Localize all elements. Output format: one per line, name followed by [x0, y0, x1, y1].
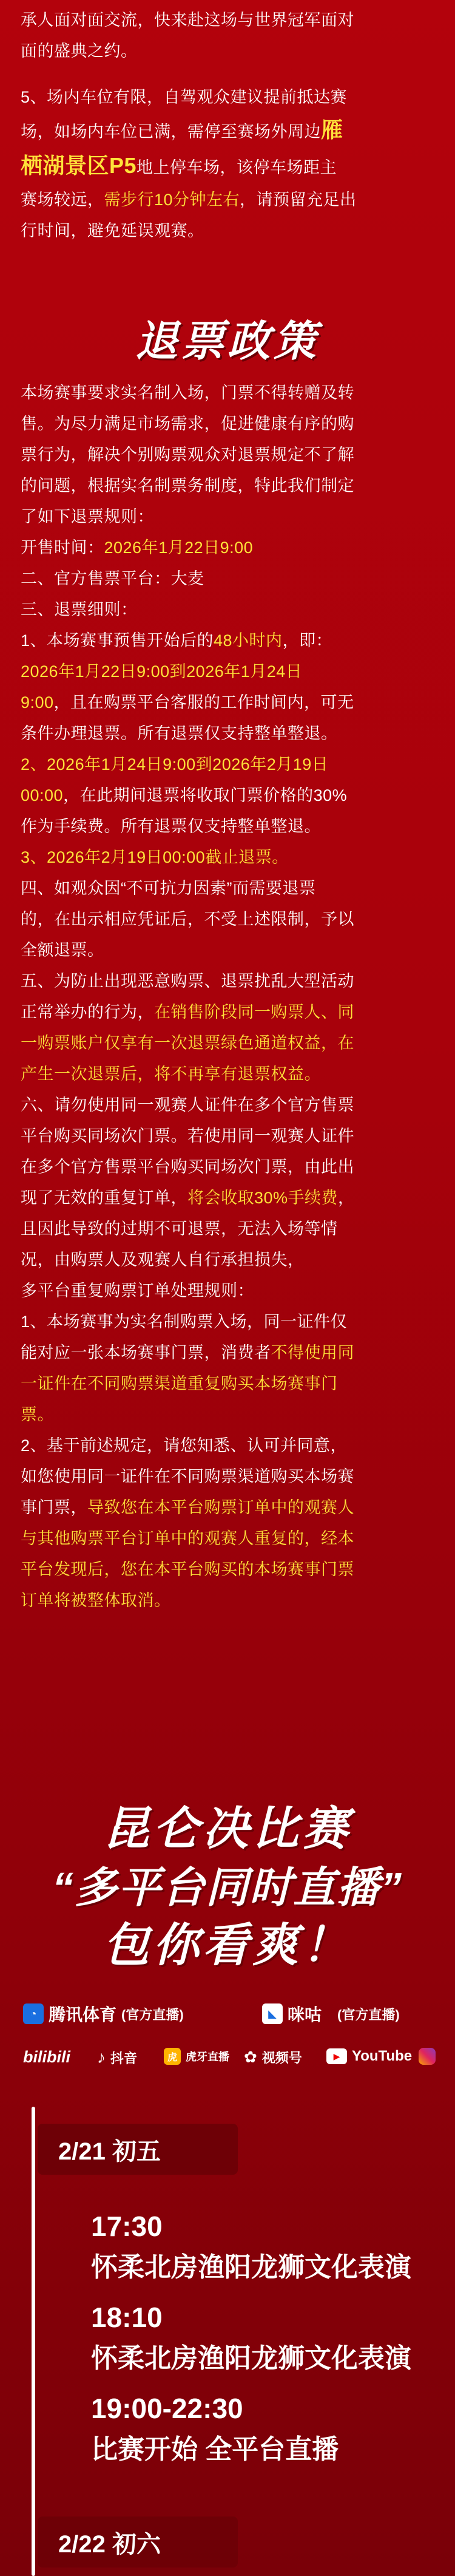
duplicate-rules-title: 多平台重复购票订单处理规则：: [21, 1282, 254, 1300]
dup-rule-1-line: 能对应一张本场赛事门票，消费者不得使用同: [21, 1344, 354, 1362]
event-name-2: 怀柔北房渔阳龙狮文化表演: [91, 2343, 411, 2373]
bilibili-logo: bilibili: [23, 2048, 70, 2066]
parking-highlight: 雁: [321, 117, 343, 142]
rule-6-line: 况，由购票人及观赛人自行承担损失，: [21, 1251, 305, 1269]
schedule-section: [0, 2107, 455, 2576]
promo-line-3: 包你看爽！: [103, 1920, 352, 1971]
day-tag-2: 2/22 初六: [38, 2517, 238, 2568]
refund-paragraph-line: 了如下退票规则：: [21, 508, 154, 526]
refund-paragraph-line: 本场赛事要求实名制入场，门票不得转赠及转: [21, 384, 354, 402]
dup-rule-2-line: 2、基于前述规定，请您知悉、认可并同意，: [21, 1436, 348, 1455]
rule-5-line: 一购票账户仅享有一次退票绿色通道权益，在: [21, 1034, 354, 1052]
timeline-line: [32, 2107, 35, 2576]
douyin-icon: ♪: [97, 2048, 106, 2067]
event-name-1: 怀柔北房渔阳龙狮文化表演: [91, 2252, 411, 2282]
rule-6-line: 在多个官方售票平台购买同场次门票，由此出: [21, 1158, 354, 1176]
shipinhao-logo: ✿ 视频号: [244, 2048, 302, 2066]
open-time-value: 2026年1月22日9:00: [104, 539, 254, 557]
rules-title: 三、退票细则：: [21, 600, 138, 619]
douyin-logo: ♪ 抖音: [97, 2048, 138, 2067]
refund-paragraph-line: 售。为尽力满足市场需求，促进健康有序的购: [21, 415, 354, 433]
rule-1-line: 9:00，且在购票平台客服的工作时间内，可无: [21, 693, 354, 712]
dup-rule-2-line: 如您使用同一证件在不同购票渠道购买本场赛: [21, 1467, 354, 1486]
promo-section: [0, 1800, 455, 1975]
refund-section: [0, 378, 455, 1616]
rule-5-line: 产生一次退票后，将不再享有退票权益。: [21, 1065, 321, 1083]
dup-rule-1-line: 1、本场赛事为实名制购票入场，同一证件仅: [21, 1313, 348, 1331]
rule-6-line: 六、请勿使用同一观赛人证件在多个官方售票: [21, 1096, 354, 1114]
day-tag-1: 2/21 初五: [38, 2124, 238, 2175]
event-time-3: 19:00-22:30: [91, 2393, 243, 2424]
parking-line: 5、场内车位有限，自驾观众建议提前抵达赛: [21, 88, 348, 106]
instagram-icon: [419, 2048, 436, 2065]
refund-paragraph-line: 票行为，解决个别购票观众对退票规定不了解: [21, 446, 354, 464]
refund-title: 退票政策: [135, 318, 320, 365]
rule-5-line: 五、为防止出现恶意购票、退票扰乱大型活动: [21, 972, 354, 990]
event-time-1: 17:30: [91, 2211, 163, 2242]
migu-logo: ◣ 咪咕 (官方直播): [262, 2002, 400, 2026]
rule-2-line: 作为手续费。所有退票仅支持整单整退。: [21, 817, 321, 835]
refund-title-bar: [0, 296, 455, 369]
rule-1-line: 条件办理退票。所有退票仅支持整单整退。: [21, 724, 338, 743]
instagram-logo: [419, 2048, 436, 2065]
youtube-icon: ▶: [326, 2048, 347, 2064]
dup-rule-2-line: 与其他购票平台订单中的观赛人重复的，经本: [21, 1529, 354, 1548]
parking-section: [0, 82, 455, 246]
parking-line: 行时间，避免延误观赛。: [21, 222, 204, 240]
dup-rule-2-line: 平台发现后，您在本平台购买的本场赛事门票: [21, 1560, 354, 1579]
rule-4-line: 四、如观众因“不可抗力因素”而需要退票: [21, 879, 316, 897]
parking-line: 赛场较远，需步行10分钟左右，请预留充足出: [21, 191, 357, 209]
huya-logo: 虎 虎牙直播: [164, 2048, 229, 2065]
rule-1-line: 1、本场赛事预售开始后的48小时内，即：: [21, 631, 333, 650]
dup-rule-2-line: 事门票，导致您在本平台购票订单中的观赛人: [21, 1498, 354, 1517]
dup-rule-2-line: 订单将被整体取消。: [21, 1591, 171, 1609]
promo-line-2: “多平台同时直播”: [52, 1864, 403, 1911]
youtube-logo: ▶ YouTube: [326, 2048, 412, 2065]
rule-4-line: 全额退票。: [21, 941, 104, 959]
platform-line: 二、官方售票平台：大麦: [21, 569, 204, 588]
refund-paragraph-line: 的问题，根据实名制票务制度，特此我们制定: [21, 477, 354, 495]
intro-line: 承人面对面交流，快来赴这场与世界冠军面对: [21, 11, 354, 29]
rule-6-line: 且因此导致的过期不可退票，无法入场等情: [21, 1220, 338, 1238]
tencent-sports-icon: ◔: [23, 2003, 44, 2024]
shipinhao-icon: ✿: [244, 2048, 257, 2066]
walk-time-highlight: 需步行10分钟左右: [104, 191, 240, 209]
dup-rule-1-line: 票。: [21, 1405, 54, 1424]
rule-6-line: 平台购买同场次门票。若使用同一观赛人证件: [21, 1127, 354, 1145]
migu-icon: ◣: [262, 2003, 283, 2024]
open-time-line: 开售时间：2026年1月22日9:00: [21, 539, 254, 557]
promo-line-1: 昆仑决比赛: [103, 1803, 352, 1855]
broadcast-logos: [0, 2000, 455, 2092]
parking-line: 栖湖景区P5地上停车场，该停车场距主: [21, 153, 337, 178]
rule-4-line: 的，在出示相应凭证后，不受上述限制，予以: [21, 910, 354, 928]
dup-rule-1-line: 一证件在不同购票渠道重复购买本场赛事门: [21, 1375, 338, 1393]
rule-2-line: 2、2026年1月24日9:00到2026年2月19日: [21, 755, 329, 773]
intro-section: [0, 5, 455, 67]
rule-2-line: 00:00，在此期间退票将收取门票价格的30%: [21, 786, 348, 804]
intro-line: 面的盛典之约。: [21, 42, 138, 60]
rule-5-line: 正常举办的行为，在销售阶段同一购票人、同: [21, 1003, 354, 1021]
parking-highlight: 栖湖景区P5: [21, 153, 137, 178]
event-name-3: 比赛开始 全平台直播: [91, 2435, 339, 2464]
parking-line: 场，如场内车位已满，需停至赛场外周边雁: [21, 117, 343, 142]
rule-3-line: 3、2026年2月19日00:00截止退票。: [21, 848, 289, 866]
rule-6-line: 现了无效的重复订单，将会收取30%手续费，: [21, 1189, 355, 1207]
event-time-2: 18:10: [91, 2302, 163, 2333]
rule-1-line: 2026年1月22日9:00到2026年1月24日: [21, 662, 303, 681]
huya-icon: 虎: [164, 2048, 181, 2065]
tencent-sports-logo: ◔ 腾讯体育 (官方直播): [23, 2002, 184, 2026]
